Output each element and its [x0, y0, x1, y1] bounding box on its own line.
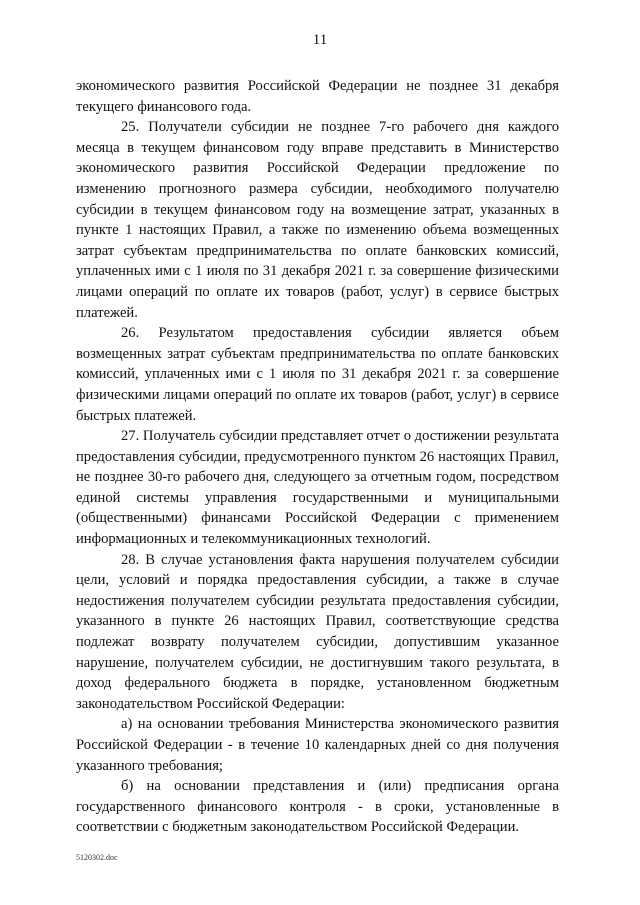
paragraph-28: 28. В случае установления факта нарушения получателем субсидии цели, условий и порядка предоставления субсидии, а также в случае недостижения получателем субсидии результата предоставления субсидии, указанного в пункте 26 настоящих Правил, соответствующие средства подлежат возврату получателем субсидии, допустившим указанное нарушение, получателем субсидии, не достигнувшим такого результата, в доход федерального бюджета в порядке, установленном бюджетным законодательством Российской Федерации:	[76, 551, 559, 712]
document-body	[76, 76, 559, 838]
page-number: 11	[312, 32, 328, 48]
paragraph-25: 25. Получатели субсидии не позднее 7-го рабочего дня каждого месяца в текущем финансовом году вправе представить в Министерство экономического развития Российской Федерации предложение по изменению прогнозного размера субсидии, необходимого получателю субсидии в текущем финансовом году на возмещение затрат, указанных в пункте 1 настоящих Правил, а также по изменению объема возмещенных затрат субъектам предпринимательства по оплате банковских комиссий, уплаченных ими с 1 июля по 31 декабря 2021 г. за совершение физическими лицами операций по оплате их товаров (работ, услуг) в сервисе быстрых платежей.	[76, 119, 559, 321]
paragraph-continuation: экономического развития Российской Федерации не позднее 31 декабря текущего финансового года.	[76, 78, 559, 115]
document-file-code: 5120302.doc	[76, 853, 118, 862]
paragraph-26: 26. Результатом предоставления субсидии является объем возмещенных затрат субъектам предпринимательства по оплате банковских комиссий, уплаченных ими с 1 июля по 31 декабря 2021 г. за совершение физическими лицами операций по оплате их товаров (работ, услуг) в сервисе быстрых платежей.	[76, 325, 559, 424]
paragraph-27: 27. Получатель субсидии представляет отчет о достижении результата предоставления субсидии, предусмотренного пунктом 26 настоящих Правил, не позднее 30-го рабочего дня, следующего за отчетным годом, посредством единой системы управления государственными и муниципальными (общественными) финансами Российской Федерации с применением информационных и телекоммуникационных технологий.	[76, 428, 559, 548]
subparagraph-b: б) на основании представления и (или) предписания органа государственного финансового контроля - в сроки, установленные в соответствии с бюджетным законодательством Российской Федерации.	[76, 778, 559, 836]
subparagraph-a: а) на основании требования Министерства экономического развития Российской Федерации - в течение 10 календарных дней со дня получения указанного требования;	[76, 716, 559, 774]
